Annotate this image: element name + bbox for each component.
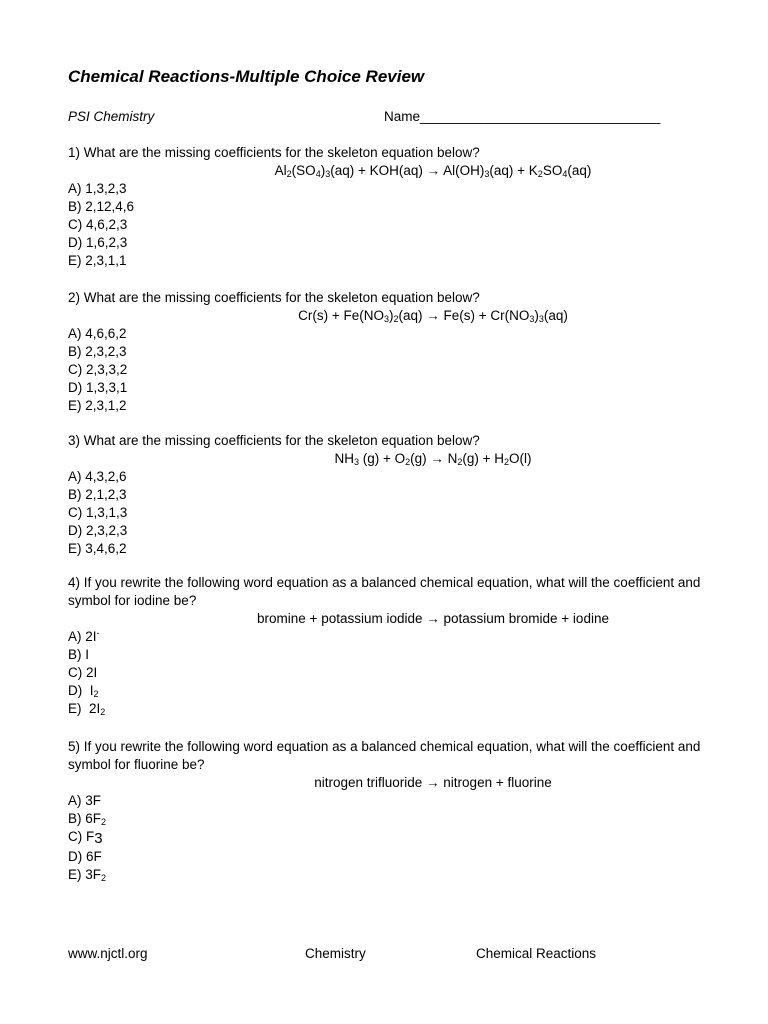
- choice-item[interactable]: A) 4,3,2,6: [68, 469, 127, 484]
- choice-item[interactable]: C) 1,3,1,3: [68, 505, 128, 520]
- question-2-prompt: 2) What are the missing coefficients for the skeleton equation below?: [68, 290, 480, 305]
- choice-item[interactable]: D) 2,3,2,3: [68, 523, 128, 538]
- question-4: [68, 574, 708, 718]
- question-1: [68, 144, 708, 270]
- question-1-prompt: 1) What are the missing coefficients for the skeleton equation below?: [68, 145, 480, 160]
- choice-item[interactable]: B) $6F_2$: [68, 811, 107, 827]
- question-5-choices: [68, 792, 708, 884]
- choice-item[interactable]: B) I: [68, 647, 90, 662]
- choice-item[interactable]: C) 2I: [68, 665, 98, 680]
- choice-item[interactable]: B) 2,3,2,3: [68, 344, 127, 359]
- choice-item[interactable]: A) 2I-: [68, 628, 100, 644]
- question-1-choices: [68, 180, 708, 270]
- choice-item[interactable]: E) 2,3,1,2: [68, 398, 127, 413]
- choice-item[interactable]: A) 1,3,2,3: [68, 181, 127, 196]
- choice-item[interactable]: B) 2,12,4,6: [68, 199, 135, 214]
- choice-item[interactable]: A) 3F: [68, 793, 102, 808]
- footer-unit: Chemical Reactions: [476, 946, 597, 961]
- choice-item[interactable]: D) 1,6,2,3: [68, 235, 128, 250]
- footer-subject: Chemistry: [305, 946, 366, 961]
- question-5-prompt: 5) If you rewrite the following word equation as a balanced chemical equation, what will the coefficient and symbol for fluorine be?: [68, 739, 701, 772]
- question-3-equation: $NH_3$ $(g) + O_2(g) \to N_2(g) + H_2O(l)$: [334, 451, 532, 467]
- question-5-equation: nitrogen trifluoride → nitrogen + fluorine: [314, 775, 552, 790]
- choice-item[interactable]: B) 2,1,2,3: [68, 487, 127, 502]
- name-field-label: Name________________________________: [384, 109, 661, 124]
- question-3-choices: [68, 468, 708, 558]
- question-4-choices: [68, 628, 708, 718]
- choice-item[interactable]: D) 1,3,3,1: [68, 380, 128, 395]
- question-5: [68, 738, 708, 884]
- question-2-choices: [68, 325, 708, 415]
- choice-item[interactable]: D) $I_2$: [68, 683, 99, 699]
- choice-item[interactable]: C) 4,6,2,3: [68, 217, 128, 232]
- question-4-prompt: 4) If you rewrite the following word equation as a balanced chemical equation, what will the coefficient and symbol for iodine be?: [68, 575, 701, 608]
- course-name: PSI Chemistry: [68, 109, 155, 124]
- footer-site: www.njctl.org: [68, 946, 148, 961]
- choice-item[interactable]: D) 6F: [68, 849, 102, 864]
- choice-item[interactable]: C) F3: [68, 829, 103, 847]
- choice-item[interactable]: E) $3F_2$: [68, 867, 107, 883]
- choice-item[interactable]: E) $2I_2$: [68, 701, 106, 717]
- question-4-equation: bromine + potassium iodide → potassium bromide + iodine: [257, 611, 609, 626]
- page-title: Chemical Reactions-Multiple Choice Review: [68, 67, 425, 86]
- question-3-prompt: 3) What are the missing coefficients for the skeleton equation below?: [68, 433, 480, 448]
- question-3: [68, 432, 708, 558]
- question-2-equation: $Cr(s) + Fe(NO_3)_2(aq) \to Fe(s) + Cr(NO_3)_3(aq)$: [298, 308, 568, 324]
- choice-item[interactable]: E) 3,4,6,2: [68, 541, 127, 556]
- question-1-equation: $Al_2(SO_4)_3(aq) + KOH(aq) \to Al(OH)_3(aq) + K_2SO_4(aq)$: [274, 163, 592, 179]
- choice-item[interactable]: E) 2,3,1,1: [68, 253, 127, 268]
- choice-item[interactable]: C) 2,3,3,2: [68, 362, 128, 377]
- choice-item[interactable]: A) 4,6,6,2: [68, 326, 127, 341]
- question-2: [68, 289, 708, 415]
